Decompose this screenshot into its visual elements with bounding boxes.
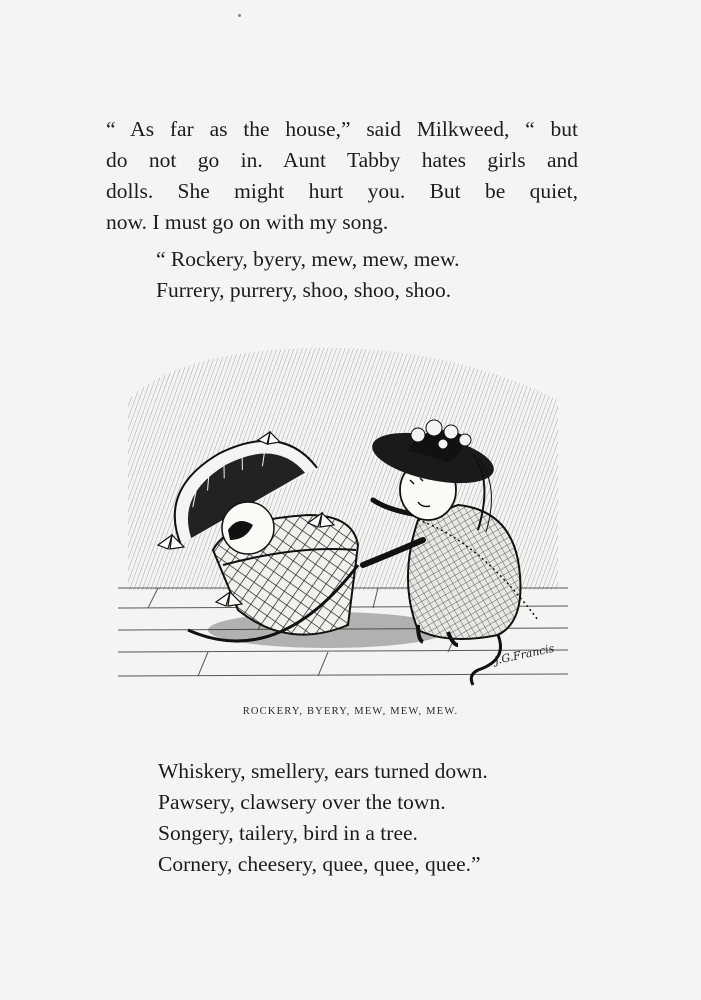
verse-line: Pawsery, clawsery over the town. [158,790,446,814]
page-speck [238,14,241,17]
verse-line: Furrery, purrery, shoo, shoo, shoo. [156,278,452,302]
illustration-signature: J.G.Francis [493,641,556,668]
verse-line: Songery, tailery, bird in a tree. [158,821,418,845]
verse-stanza-bottom [158,756,488,880]
prose-line: now. I must go on with my song. [106,210,389,234]
prose-line: do not go in. Aunt Tabby hates girls and [106,148,578,172]
prose-paragraph [106,114,578,238]
cat-rocking-cradle-illustration [118,340,568,700]
verse-line: Cornery, cheesery, quee, quee, quee.” [158,852,481,876]
prose-line: dolls. She might hurt you. But be quiet, [106,179,578,203]
prose-line: “ As far as the house,” said Milkweed, “ but [106,117,578,141]
verse-stanza-top [156,244,459,306]
illustration-caption: ROCKERY, BYERY, MEW, MEW, MEW. [242,706,459,717]
verse-line: Whiskery, smellery, ears turned down. [158,759,488,783]
verse-line: “ Rockery, byery, mew, mew, mew. [156,247,460,271]
